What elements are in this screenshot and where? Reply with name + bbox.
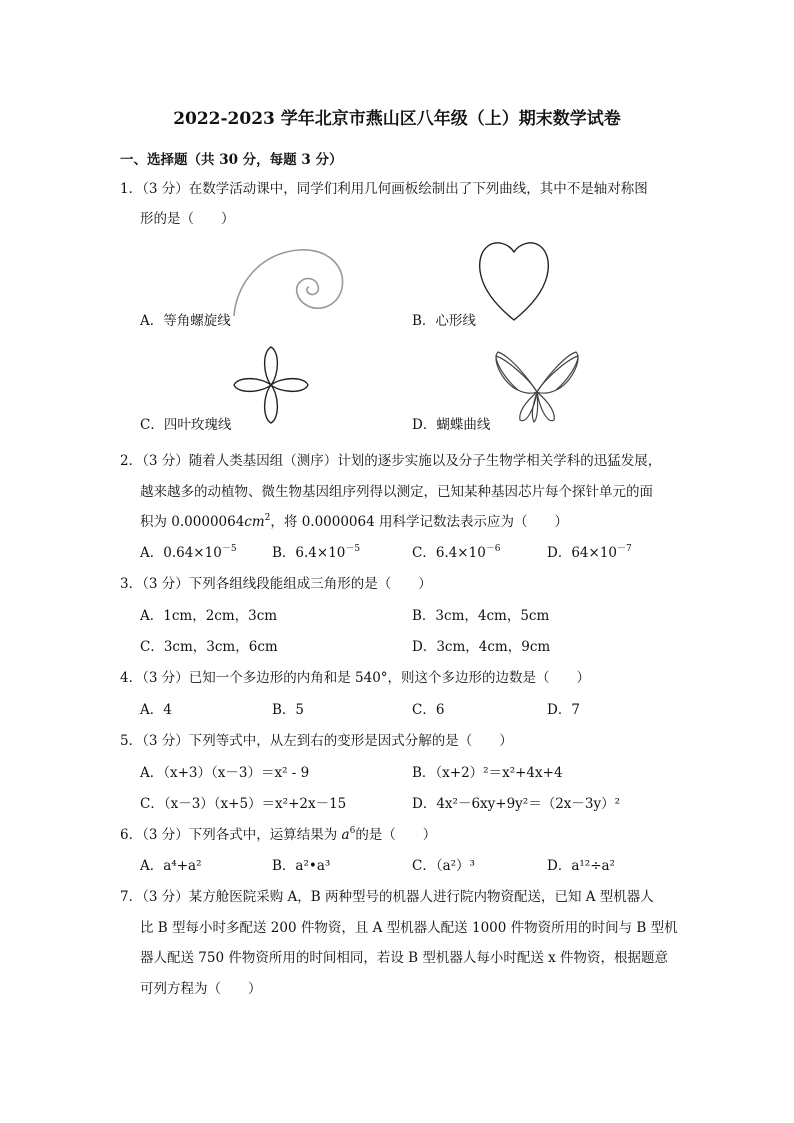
q4-option-a: A．4 (140, 702, 172, 718)
q1-option-c: C．四叶玫瑰线 (140, 417, 232, 433)
q5-option-b: B．（x+2）²＝x²+4x+4 (412, 765, 563, 781)
q3-option-a: A．1cm，2cm，3cm (140, 608, 278, 624)
section-heading: 一、选择题（共 30 分，每题 3 分） (120, 152, 343, 168)
q6-option-d: D．a¹²÷a² (547, 858, 615, 874)
butterfly-curve-figure (492, 348, 582, 426)
question-2-line-1: 2．（3 分）随着人类基因组（测序）计划的逐步实施以及分子生物学相关学科的迅猛发展， (120, 453, 662, 469)
q5-option-c: C．（x－3）（x+5）＝x²+2x－15 (140, 796, 347, 812)
question-7-line-4: 可列方程为（ ） (140, 981, 262, 997)
question-3-line-1: 3．（3 分）下列各组线段能组成三角形的是（ ） (120, 576, 432, 592)
q1-option-b: B．心形线 (412, 313, 476, 329)
question-7-line-3: 器人配送 750 件物资所用的时间相同，若设 B 型机器人每小时配送 x 件物资，根据题意 (140, 950, 669, 966)
question-2-line-3: 积为 $0.0000064cm^2$，将 0.0000064 用科学记数法表示应为（ ） (140, 513, 568, 530)
q2-option-a: A．$0.64\times 10^{-5}$ (140, 544, 237, 561)
cardioid-figure (478, 240, 550, 324)
q2-option-c: C．$6.4\times 10^{-6}$ (412, 544, 501, 561)
q5-option-d: D．4x²－6xy+9y²＝（2x－3y）² (412, 796, 621, 812)
q3-option-b: B．3cm，4cm，5cm (412, 608, 550, 624)
four-leaf-rose-figure (232, 344, 310, 426)
q4-option-b: B．5 (272, 702, 305, 718)
question-7-line-1: 7．（3 分）某方舱医院采购 A，B 两种型号的机器人进行院内物资配送，已知 A 型机器人 (120, 889, 654, 905)
q5-option-a: A．（x+3）（x－3）＝x² - 9 (140, 765, 310, 781)
question-7-line-2: 比 B 型每小时多配送 200 件物资，且 A 型机器人配送 1000 件物资所用的时间与 B 型机 (140, 920, 678, 936)
q1-option-d: D．蝴蝶曲线 (412, 417, 491, 433)
question-1-line-2: 形的是（ ） (140, 211, 235, 227)
q6-option-c: C．（a²）³ (412, 858, 475, 874)
q4-option-d: D．7 (547, 702, 580, 718)
q1-option-a: A．等角螺旋线 (140, 313, 231, 329)
question-1-line-1: 1．（3 分）在数学活动课中，同学们利用几何画板绘制出了下列曲线，其中不是轴对称图 (120, 181, 648, 197)
q4-option-c: C．6 (412, 702, 445, 718)
q2-option-d: D．$64\times 10^{-7}$ (547, 544, 632, 561)
page-title: 2022-2023 学年北京市燕山区八年级（上）期末数学试卷 (173, 109, 621, 129)
q3-option-d: D．3cm，4cm，9cm (412, 639, 551, 655)
equiangular-spiral-figure (228, 246, 348, 320)
q6-option-b: B．a²•a³ (272, 858, 331, 874)
question-4-line-1: 4．（3 分）已知一个多边形的内角和是 540°，则这个多边形的边数是（ ） (120, 670, 591, 686)
question-2-line-2: 越来越多的动植物、微生物基因组序列得以测定，已知某种基因芯片每个探针单元的面 (140, 484, 653, 500)
q3-option-c: C．3cm，3cm，6cm (140, 639, 278, 655)
q2-option-b: B．$6.4\times 10^{-5}$ (272, 544, 361, 561)
question-6-line-1: 6．（3 分）下列各式中，运算结果为 $a^6$的是（ ） (120, 826, 437, 843)
q6-option-a: A．a⁴+a² (140, 858, 202, 874)
question-5-line-1: 5．（3 分）下列等式中，从左到右的变形是因式分解的是（ ） (120, 733, 513, 749)
